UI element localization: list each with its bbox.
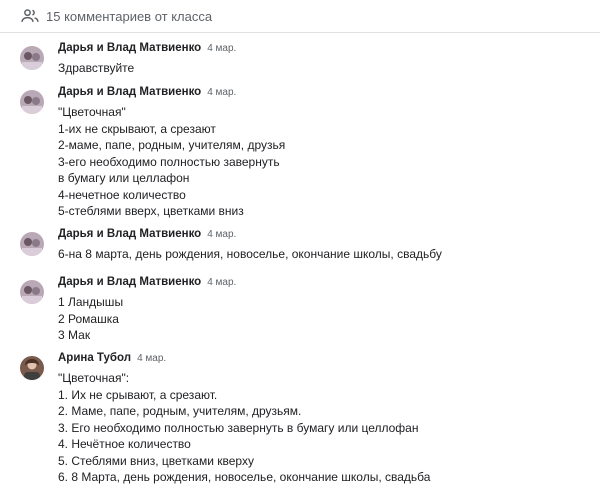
comment-author: Дарья и Влад Матвиенко bbox=[58, 86, 202, 98]
comments-header bbox=[0, 0, 600, 32]
comment-author: Дарья и Влад Матвиенко bbox=[58, 228, 202, 240]
comment-text-line: 6-на 8 марта, день рождения, новоселье, окончание школы, свадьбу bbox=[58, 247, 442, 261]
comment-text-line: 4. Нечётное количество bbox=[58, 437, 191, 451]
comment-text-line: в бумагу или целлафон bbox=[58, 171, 190, 185]
comment-text-line: 1. Их не срывают, а срезают. bbox=[58, 387, 218, 402]
comment-date: 4 мар. bbox=[207, 229, 237, 240]
comment-author: Дарья и Влад Матвиенко bbox=[58, 276, 202, 288]
comment-text-line: 1 Ландышы bbox=[58, 295, 124, 309]
header-divider bbox=[0, 32, 600, 33]
avatar[interactable] bbox=[20, 356, 44, 380]
comment-text-line: 2-маме, папе, родным, учителям, друзья bbox=[58, 138, 286, 152]
comment-date: 4 мар. bbox=[137, 353, 167, 364]
comment-text-line: 4-нечетное количество bbox=[58, 187, 186, 202]
avatar[interactable] bbox=[20, 232, 44, 256]
comment-date: 4 мар. bbox=[207, 87, 237, 98]
comment-text-line: 1-их не скрывают, а срезают bbox=[58, 121, 216, 136]
comment-date: 4 мар. bbox=[207, 277, 237, 288]
comment-text-line: 3. Его необходимо полностью завернуть в бумагу или целлофан bbox=[58, 420, 419, 435]
comment-author: Арина Тубол bbox=[58, 352, 132, 364]
comments-count-title: 15 комментариев от класса bbox=[46, 8, 213, 24]
comment-text-line: "Цветочная" bbox=[58, 105, 126, 119]
comment-text-line: 3-его необходимо полностью завернуть bbox=[58, 154, 280, 169]
comment-text-line: 5-стеблями вверх, цветками вниз bbox=[58, 204, 244, 218]
avatar[interactable] bbox=[20, 280, 44, 304]
avatar[interactable] bbox=[20, 46, 44, 70]
comment-author: Дарья и Влад Матвиенко bbox=[58, 42, 202, 54]
comment-text-line: 3 Мак bbox=[58, 328, 91, 342]
people-icon bbox=[20, 6, 40, 26]
avatar[interactable] bbox=[20, 90, 44, 114]
comment-text-line: 6. 8 Марта, день рождения, новоселье, окончание школы, свадьба bbox=[58, 470, 431, 484]
comment-text-line: 2 Ромашка bbox=[58, 311, 119, 326]
comment-text-line: 2. Маме, папе, родным, учителям, друзьям. bbox=[58, 404, 302, 418]
comment-text-line: "Цветочная": bbox=[58, 371, 130, 385]
comment-text-line: 5. Стеблями вниз, цветками кверху bbox=[58, 453, 254, 468]
comment-date: 4 мар. bbox=[207, 43, 237, 54]
comment-text-line: Здравствуйте bbox=[58, 61, 135, 75]
